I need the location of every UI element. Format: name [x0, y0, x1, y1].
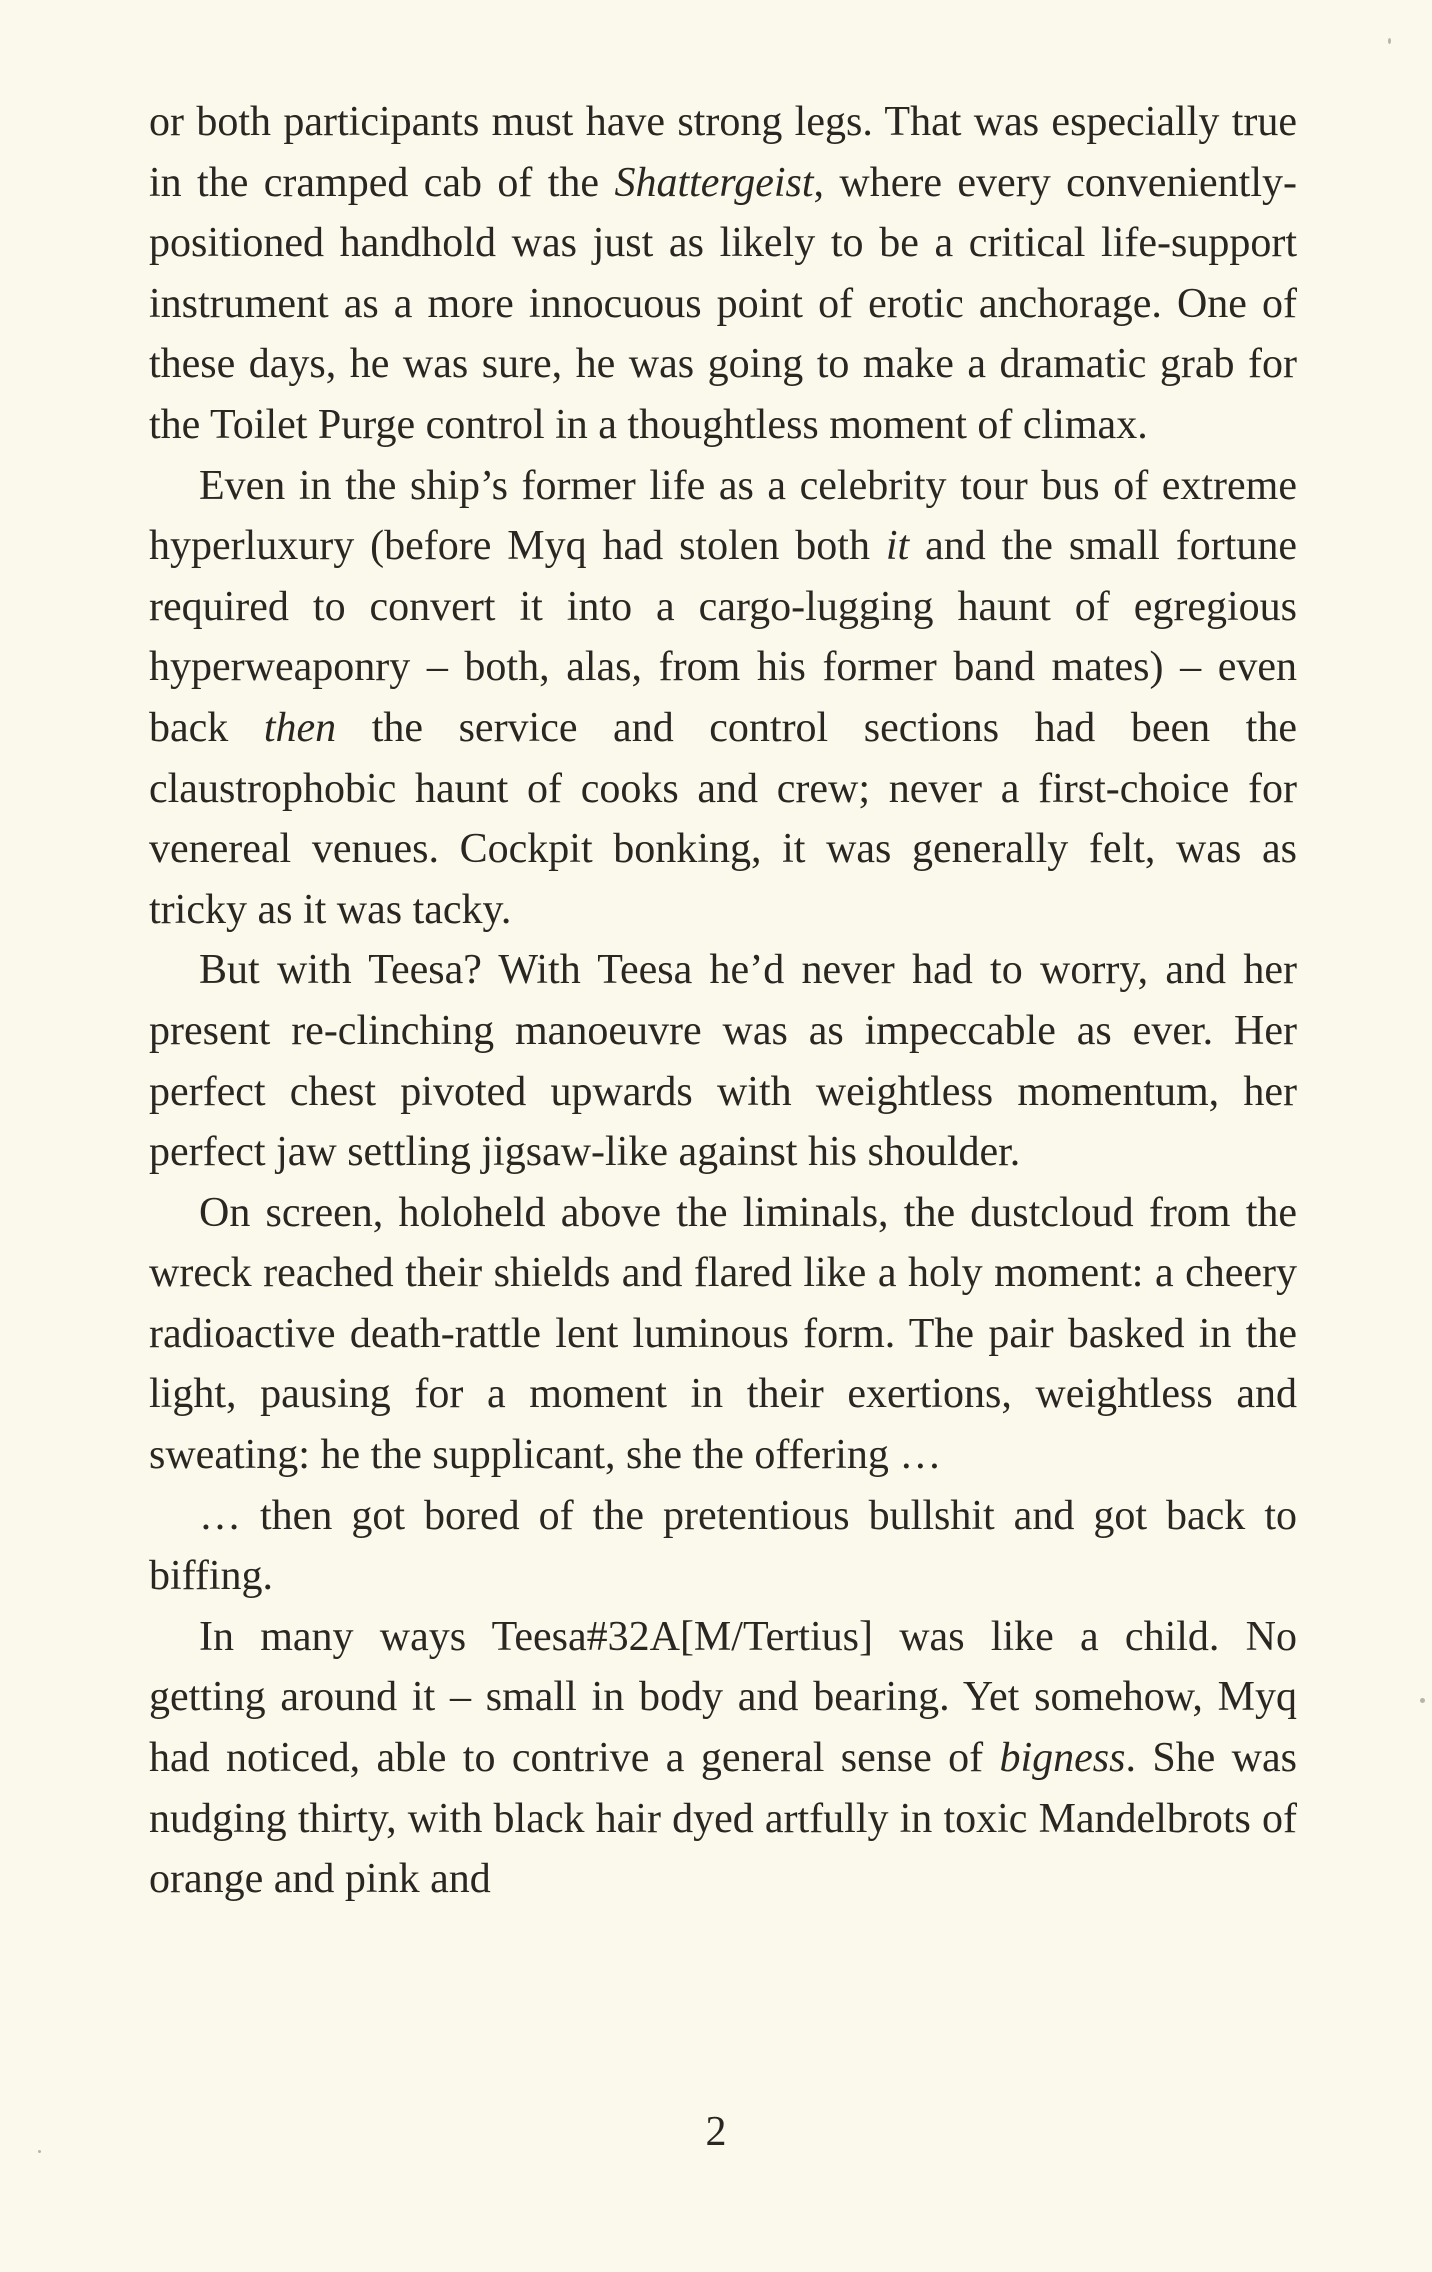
- body-text: [149, 92, 1297, 1910]
- paragraph: … then got bored of the pretentious bullshit and got back to biffing.: [149, 1492, 1297, 1600]
- paragraph: In many ways Teesa#32A[M/Tertius] was like a child. No getting around it – small in body and bearing. Yet somehow, Myq had noticed, able to contrive a general sense of bigness. She was nudging thirty, with black hair dyed artfully in toxic Mandelbrots of orange and pink and: [149, 1613, 1297, 1903]
- paragraph: On screen, holoheld above the liminals, the dustcloud from the wreck reached their shields and flared like a holy moment: a cheery radioactive death-rattle lent luminous form. The pair basked in the light, pausing for a moment in their exertions, weightless and sweating: he the supplicant, she the offering …: [149, 1189, 1297, 1479]
- paragraph: or both participants must have strong legs. That was especially true in the cramped cab of the Shattergeist, where every conveniently-positioned handhold was just as likely to be a critical life-support instrument as a more innocuous point of erotic anchorage. One of these days, he was sure, he was going to make a dramatic grab for the Toilet Purge control in a thoughtless moment of climax.: [149, 99, 1297, 448]
- paragraph: Even in the ship’s former life as a celebrity tour bus of extreme hyperluxury (before Myq had stolen both it and the small fortune required to convert it into a cargo-lugging haunt of egregious hyperweaponry – both, alas, from his former band mates) – even back then the service and control sections had been the claustrophobic haunt of cooks and crew; never a first-choice for venereal venues. Cockpit bonking, it was generally felt, was as tricky as it was tacky.: [149, 462, 1297, 933]
- paper-speck: [1388, 38, 1391, 44]
- page-number: 2: [705, 2109, 727, 2155]
- paper-speck: [38, 2150, 41, 2153]
- paper-speck: [1420, 1698, 1425, 1703]
- paragraph: But with Teesa? With Teesa he’d never had to worry, and her present re-clinching manoeuvre was as impeccable as ever. Her perfect chest pivoted upwards with weightless momentum, her perfect jaw settling jigsaw-like against his shoulder.: [149, 947, 1297, 1176]
